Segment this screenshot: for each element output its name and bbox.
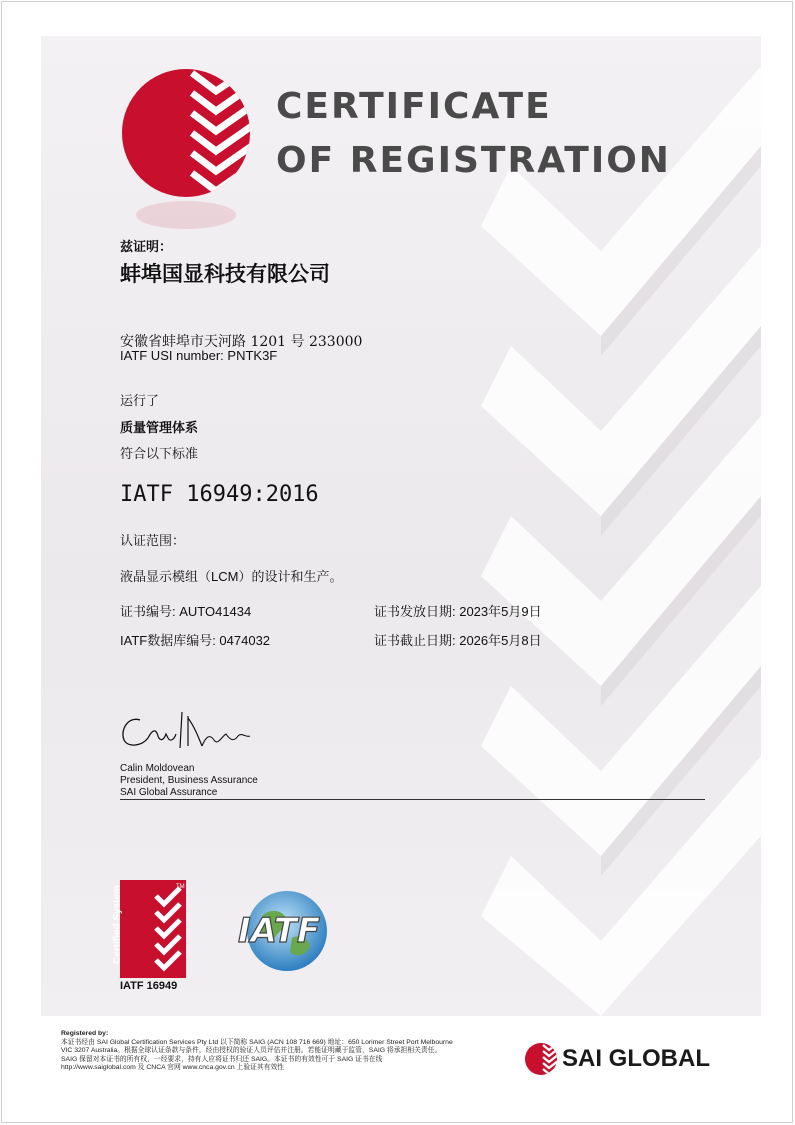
scope-label: 认证范围： bbox=[120, 533, 186, 548]
footer-registered-by bbox=[61, 1030, 531, 1073]
svg-text:TM: TM bbox=[176, 884, 185, 890]
footer-line: VIC 3207 Australia。根据全球认证条款与条件，经由授权的验证人员评估并注册。若能证明藏于监管，SAIG 将承担相关责任。 bbox=[61, 1047, 442, 1055]
scope-text: 液晶显示模组（LCM）的设计和生产。 bbox=[120, 569, 343, 584]
operated-label: 运行了 bbox=[120, 393, 160, 408]
badge-text: Certified System bbox=[112, 885, 123, 964]
conform-label: 符合以下标准 bbox=[120, 446, 199, 461]
standard-name: IATF 16949:2016 bbox=[120, 482, 319, 507]
signatory-title: President, Business Assurance bbox=[120, 775, 258, 786]
company-address: 安徽省蚌埠市天河路 1201 号 233000 bbox=[120, 334, 363, 350]
sai-global-wordmark: SAI GLOBAL bbox=[562, 1045, 710, 1072]
signatory-organization: SAI Global Assurance bbox=[120, 787, 218, 798]
signature-icon bbox=[118, 706, 258, 756]
certify-label: 兹证明： bbox=[120, 239, 173, 254]
signature-divider bbox=[120, 799, 705, 800]
company-name: 蚌埠国显科技有限公司 bbox=[120, 263, 330, 286]
sai-globe-logo-icon bbox=[120, 65, 260, 235]
footer-line: SAIG 保留对本证书的所有权，一经要求，持有人应将证书归还 SAIG。本证书的有效性可于 SAIG 证书在线 bbox=[61, 1055, 383, 1063]
management-system: 质量管理体系 bbox=[120, 420, 199, 435]
certificate-number: 证书编号: AUTO41434 bbox=[120, 604, 252, 619]
title-line-1: CERTIFICATE bbox=[276, 86, 552, 127]
iatf-globe-logo-icon bbox=[232, 886, 342, 976]
iatf-database-number: IATF数据库编号: 0474032 bbox=[120, 633, 271, 648]
issue-date: 证书发放日期: 2023年5月9日 bbox=[374, 604, 542, 619]
footer-line: http://www.saiglobal.com 及 CNCA 官网 www.cnca.gov.cn 上验证其有效性 bbox=[61, 1064, 285, 1072]
footer-line: 本证书经由 SAI Global Certification Services Pty Ltd 以下简称 SAIG (ACN 108 716 669) 地址：650 Lorimer Street Port Melbourne bbox=[61, 1038, 453, 1046]
certified-system-badge-icon bbox=[112, 880, 186, 978]
sai-global-logo-icon bbox=[523, 1041, 559, 1077]
expiry-date: 证书截止日期: 2026年5月8日 bbox=[374, 633, 542, 648]
iatf-usi-number: IATF USI number: PNTK3F bbox=[120, 348, 278, 363]
badge-caption: IATF 16949 bbox=[120, 980, 178, 992]
signatory-name: Calin Moldovean bbox=[120, 763, 195, 774]
title-line-2: OF REGISTRATION bbox=[276, 140, 671, 181]
footer-heading: Registered by: bbox=[61, 1030, 109, 1037]
iatf-logo-text: IATF bbox=[238, 911, 321, 951]
